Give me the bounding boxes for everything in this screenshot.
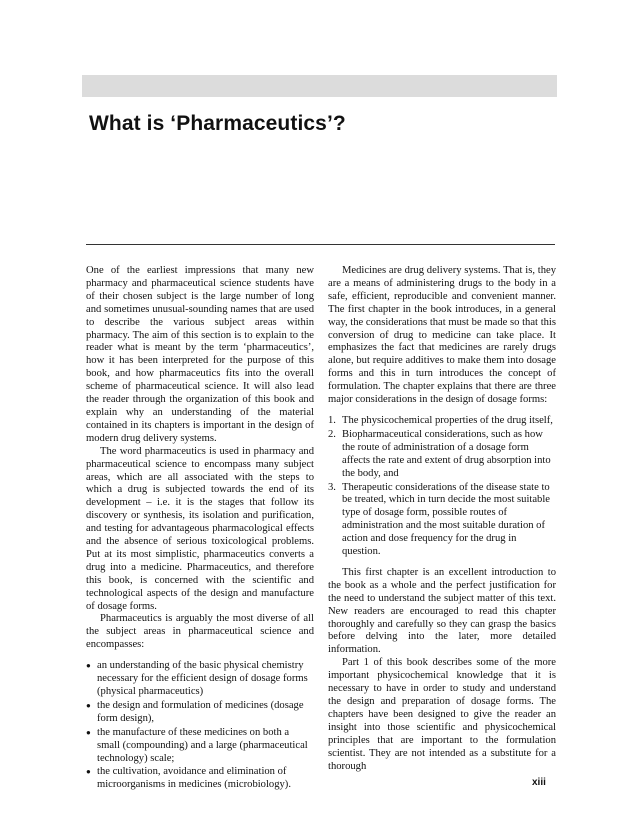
- list-number: 3.: [328, 481, 336, 493]
- page-number: xiii: [532, 777, 546, 788]
- list-item: ● an understanding of the basic physical chemistry necessary for the efficient design of dosage forms (physical pharmaceutics): [86, 660, 314, 699]
- list-number: 1.: [328, 414, 336, 426]
- right-paragraph-3: Part 1 of this book describes some of the more important physicochemical knowledge that it is necessary to have in order to study and understand the design and preparation of dosage forms. The chapters have been designed to give the reader an insight into those scientific and physicochemical principles that are important to the formulation scientist. They are not intended as a substitute for a thorough: [328, 657, 556, 772]
- list-text: Therapeutic considerations of the disease state to be treated, which in turn decide the most suitable type of dosage form, possible routes of administration and the most suitable duration of action and dose frequency for the drug in question.: [342, 481, 550, 558]
- list-text: Biopharmaceutical considerations, such as how the route of administration of a dosage form affects the rate and extent of drug absorption into the body, and: [342, 428, 551, 479]
- left-paragraph-1: One of the earliest impressions that many new pharmacy and pharmaceutical science students have of their chosen subject is the large number of long and sometimes unusual-sounding names that are used to describe the various subject areas within pharmacy. The aim of this section is to explain to the reader what is meant by the term ‘pharmaceutics’, how it has been interpreted for the purpose of this book, and how pharmaceutics fits into the overall scheme of pharmaceutical science. It will also lead the reader through the organization of this book and explain why an understanding of the material contained in its chapters is important in the design of modern drug delivery systems.: [86, 265, 314, 444]
- header-band: [82, 75, 557, 97]
- list-item: [328, 415, 556, 428]
- right-paragraph-1: Medicines are drug delivery systems. That is, they are a means of administering drugs to the body in a safe, efficient, reproducible and convenient manner. The first chapter in the book introduces, in a general way, the considerations that must be made so that this conversion of drug to medicine can take place. It emphasizes the fact that medicines are rarely drugs alone, but require additives to make them into dosage forms and this in turn introduces the concept of formulation. The chapter explains that there are three major considerations in the design of dosage forms:: [328, 265, 556, 406]
- left-column: [86, 265, 314, 793]
- left-paragraph-2: The word pharmaceutics is used in pharmacy and pharmaceutical science to encompass many subject areas, which are all associated with the steps to which a drug is subjected towards the end of its development – i.e. it is the stages that follow its discovery or synthesis, its isolation and purification, and testing for advantageous pharmacological effects and the absence of serious toxicological problems. Put at its most simplistic, pharmaceutics converts a drug into a medicine. Pharmaceutics, and therefore this book, is concerned with the scientific and technological aspects of the design and manufacture of dosage forms.: [86, 445, 314, 612]
- list-item: [328, 429, 556, 481]
- list-text: The physicochemical properties of the drug itself,: [342, 414, 553, 426]
- pharmaceutics-areas-list: [86, 660, 314, 792]
- dosage-considerations-list: [328, 415, 556, 559]
- list-item: ● the design and formulation of medicines (dosage form design),: [86, 700, 314, 726]
- list-item: [328, 482, 556, 559]
- list-number: 2.: [328, 428, 336, 440]
- left-paragraph-3: Pharmaceutics is arguably the most diverse of all the subject areas in pharmaceutical science and encompasses:: [86, 613, 314, 651]
- right-column: [328, 265, 556, 773]
- right-paragraph-2: This first chapter is an excellent introduction to the book as a whole and the perfect justification for the need to understand the subject matter of this text. New readers are encouraged to read this chapter thoroughly and carefully so they can grasp the basics before delving into the later, more detailed information.: [328, 566, 556, 656]
- list-item: ● the manufacture of these medicines on both a small (compounding) and a large (pharmaceutical technology) scale;: [86, 727, 314, 766]
- chapter-title: What is ‘Pharmaceutics’?: [89, 112, 346, 135]
- title-rule: [86, 244, 555, 245]
- list-item: ● the cultivation, avoidance and elimination of microorganisms in medicines (microbiology).: [86, 766, 314, 792]
